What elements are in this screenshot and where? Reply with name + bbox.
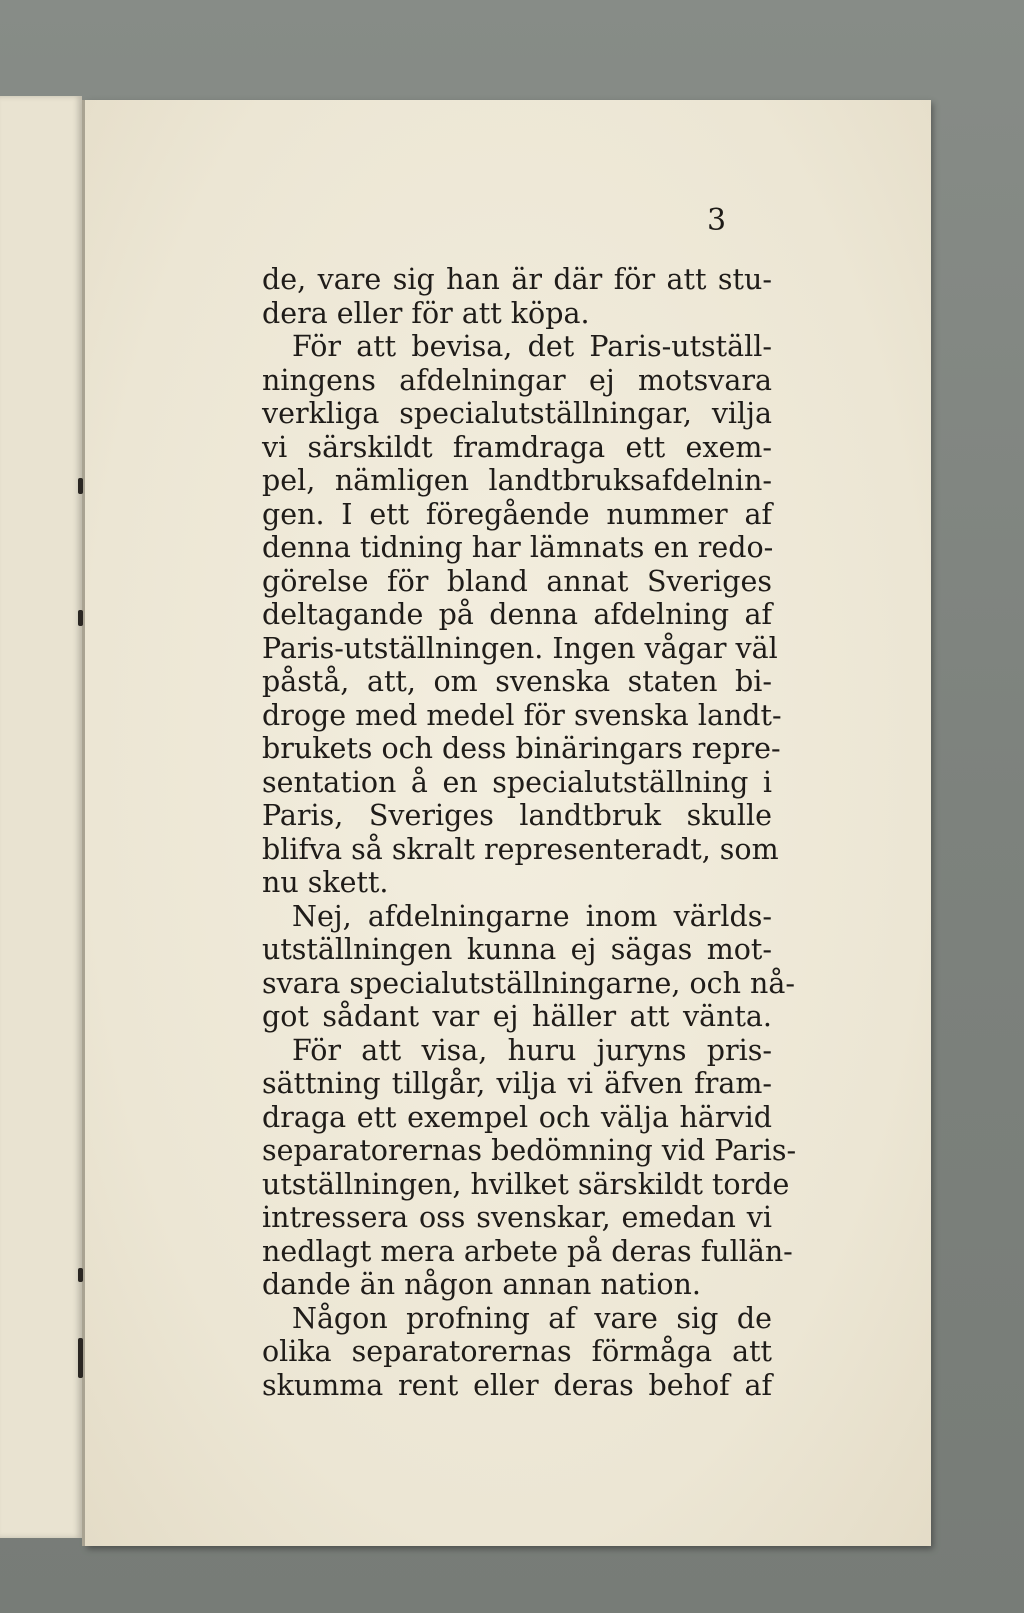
text-line: pel, nämligen landtbruksafdelnin-: [262, 464, 772, 497]
text-line: sättning tillgår, vilja vi äfven fram-: [262, 1067, 772, 1100]
text-line: utställningen kunna ej sägas mot-: [262, 933, 772, 966]
text-line: brukets och dess binäringars repre-: [262, 732, 781, 765]
text-line: blifva så skralt representeradt, som: [262, 832, 779, 866]
facing-page-edge: [0, 96, 82, 1538]
text-line: sentation å en specialutställning i: [262, 765, 772, 799]
text-line: nedlagt mera arbete på deras fullän-: [262, 1234, 793, 1268]
text-line: nu skett.: [262, 866, 389, 899]
body-text: [262, 263, 797, 1402]
text-line: denna tidning har lämnats en redo-: [262, 531, 774, 564]
page-gutter: [82, 100, 85, 1546]
binding-stitch: [78, 478, 83, 494]
text-line: skumma rent eller deras behof af: [262, 1368, 772, 1402]
text-line: gen. I ett föregående nummer af: [262, 497, 772, 531]
binding-stitch: [78, 1268, 83, 1282]
text-line: För att bevisa, det Paris-utställ-: [292, 330, 772, 363]
binding-stitch: [78, 1338, 83, 1378]
text-line: utställningen, hvilket särskildt torde: [262, 1167, 790, 1201]
binding-stitch: [78, 610, 83, 626]
text-line: påstå, att, om svenska staten bi-: [262, 665, 772, 698]
text-line: draga ett exempel och välja härvid: [262, 1100, 772, 1134]
text-line: got sådant var ej häller att vänta.: [262, 1000, 772, 1033]
text-line: separatorernas bedömning vid Paris-: [262, 1134, 797, 1167]
text-line: Någon profning af vare sig de: [292, 1301, 772, 1335]
text-line: droge med medel för svenska landt-: [262, 698, 782, 732]
text-line: dera eller för att köpa.: [262, 296, 590, 330]
text-line: verkliga specialutställningar, vilja: [262, 397, 772, 430]
text-line: För att visa, huru juryns pris-: [292, 1033, 772, 1067]
text-line: Paris-utställningen. Ingen vågar väl: [262, 631, 778, 665]
text-line: Paris, Sveriges landtbruk skulle: [262, 799, 772, 832]
text-line: görelse för bland annat Sveriges: [262, 564, 772, 598]
text-line: olika separatorernas förmåga att: [262, 1335, 772, 1368]
text-line: intressera oss svenskar, emedan vi: [262, 1201, 772, 1234]
text-line: Nej, afdelningarne inom världs-: [292, 899, 772, 933]
text-line: deltagande på denna afdelning af: [262, 598, 772, 631]
text-line: de, vare sig han är där för att stu-: [262, 263, 772, 296]
text-line: vi särskildt framdraga ett exem-: [262, 430, 772, 464]
text-line: svara specialutställningarne, och nå-: [262, 966, 795, 1000]
text-line: ningens afdelningar ej motsvara: [262, 363, 772, 397]
page-number: 3: [707, 203, 727, 238]
text-line: dande än någon annan nation.: [262, 1268, 701, 1301]
